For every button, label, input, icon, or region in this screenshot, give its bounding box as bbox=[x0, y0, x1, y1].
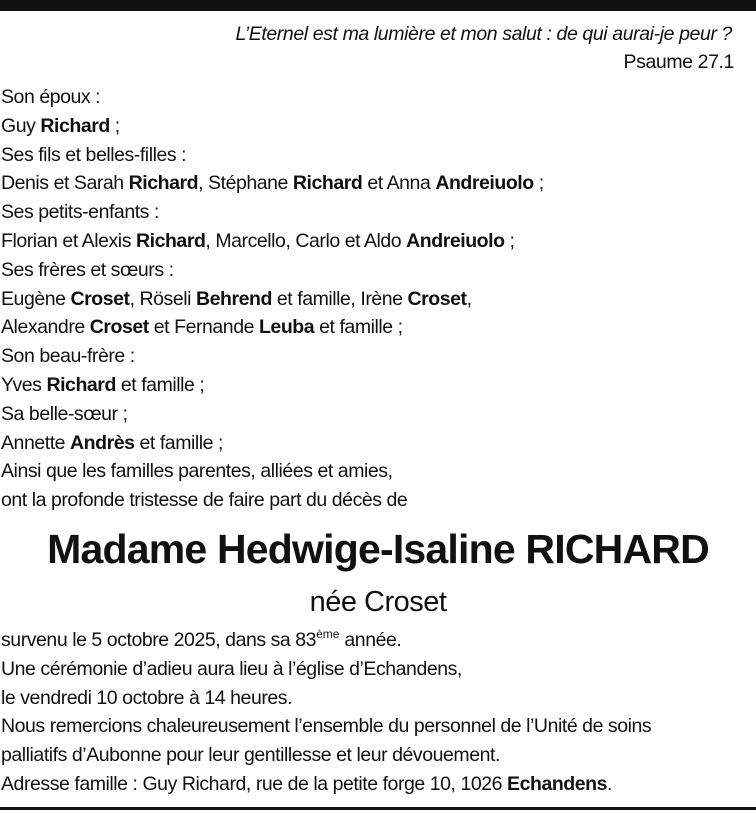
family-line bbox=[1, 457, 544, 486]
text-segment: Guy bbox=[1, 114, 41, 137]
family-line bbox=[1, 141, 544, 170]
detail-line bbox=[1, 741, 651, 770]
text-segment: palliatifs d’Aubonne pour leur gentillesse et leur dévouement. bbox=[1, 744, 500, 767]
text-segment: , Marcello, Carlo et Aldo bbox=[205, 229, 407, 252]
text-segment: année. bbox=[339, 629, 402, 651]
bottom-rule bbox=[0, 807, 756, 810]
detail-line bbox=[1, 684, 651, 713]
text-segment: , Stéphane bbox=[198, 172, 293, 195]
text-segment: ; bbox=[504, 229, 515, 252]
detail-line bbox=[1, 712, 651, 741]
text-segment: Ses frères et sœurs : bbox=[1, 258, 174, 281]
surname: Croset bbox=[70, 287, 130, 310]
surname: Behrend bbox=[195, 287, 272, 310]
text-segment: Eugène bbox=[1, 287, 71, 310]
ordinal-suffix: ème bbox=[316, 627, 340, 641]
text-segment: Sa belle-sœur ; bbox=[1, 402, 128, 425]
detail-line bbox=[1, 655, 651, 684]
text-segment: et Anna bbox=[362, 172, 436, 195]
epigraph-reference: Psaume 27.1 bbox=[623, 51, 734, 73]
family-line bbox=[1, 83, 544, 112]
family-line bbox=[1, 313, 544, 342]
family-line bbox=[1, 198, 544, 227]
text-segment: Nous remercions chaleureusement l’ensemble du personnel de l’Unité de soins bbox=[1, 715, 652, 738]
surname: Richard bbox=[292, 172, 363, 195]
text-segment: . bbox=[607, 772, 612, 795]
surname: Croset bbox=[407, 287, 467, 310]
text-segment: Denis et Sarah bbox=[1, 172, 129, 195]
surname: Andrès bbox=[70, 431, 135, 454]
surname: Andreiuolo bbox=[406, 229, 505, 252]
text-segment: ; bbox=[109, 114, 120, 137]
text-segment: Yves bbox=[1, 373, 47, 396]
text-segment: Florian et Alexis bbox=[1, 229, 136, 252]
family-line bbox=[1, 256, 544, 285]
text-segment: et Fernande bbox=[148, 316, 259, 339]
family-line bbox=[1, 285, 544, 314]
text-segment: Son époux : bbox=[1, 86, 101, 108]
deceased-name: Madame Hedwige-Isaline RICHARD bbox=[47, 526, 709, 572]
text-segment: ont la profonde tristesse de faire part du décès de bbox=[1, 489, 408, 512]
text-segment: , bbox=[466, 287, 472, 310]
family-line bbox=[1, 342, 544, 371]
text-segment: Une cérémonie d’adieu aura lieu à l’église d’Echandens, bbox=[1, 657, 462, 680]
top-rule bbox=[0, 0, 756, 11]
text-segment: survenu le 5 octobre 2025, dans sa 83 bbox=[1, 629, 317, 651]
surname: Richard bbox=[46, 373, 116, 396]
surname: Echandens bbox=[507, 772, 608, 795]
text-segment: , Röseli bbox=[129, 287, 196, 310]
family-list bbox=[1, 83, 544, 515]
surname: Richard bbox=[40, 114, 110, 137]
family-line bbox=[1, 400, 544, 429]
text-segment: Ses petits-enfants : bbox=[1, 201, 159, 224]
ceremony-details bbox=[1, 626, 651, 799]
family-line bbox=[1, 371, 544, 400]
detail-line bbox=[1, 626, 651, 655]
text-segment: ; bbox=[533, 172, 544, 195]
detail-line bbox=[1, 770, 651, 799]
text-segment: et famille ; bbox=[314, 316, 403, 339]
family-line bbox=[1, 227, 544, 256]
text-segment: et famille, Irène bbox=[271, 287, 408, 310]
family-line bbox=[1, 486, 544, 515]
surname: Croset bbox=[89, 316, 149, 339]
text-segment: le vendredi 10 octobre à 14 heures. bbox=[1, 686, 293, 709]
text-segment: et famille ; bbox=[134, 431, 223, 454]
surname: Richard bbox=[128, 172, 199, 195]
family-line bbox=[1, 169, 544, 198]
surname: Leuba bbox=[258, 316, 315, 339]
text-segment: Alexandre bbox=[1, 316, 90, 339]
text-segment: Son beau-frère : bbox=[1, 345, 135, 368]
text-segment: Ainsi que les familles parentes, alliées et amies, bbox=[1, 460, 393, 483]
epigraph-quote: L’Eternel est ma lumière et mon salut : de qui aurai-je peur ? bbox=[235, 23, 732, 45]
text-segment: Annette bbox=[1, 431, 71, 454]
text-segment: et famille ; bbox=[115, 373, 205, 396]
text-segment: Ses fils et belles-filles : bbox=[1, 143, 187, 166]
family-line bbox=[1, 112, 544, 141]
surname: Andreiuolo bbox=[435, 172, 534, 195]
family-line bbox=[1, 429, 544, 458]
maiden-name: née Croset bbox=[309, 586, 447, 618]
text-segment: Adresse famille : Guy Richard, rue de la petite forge 10, 1026 bbox=[1, 772, 508, 795]
surname: Richard bbox=[135, 229, 206, 252]
